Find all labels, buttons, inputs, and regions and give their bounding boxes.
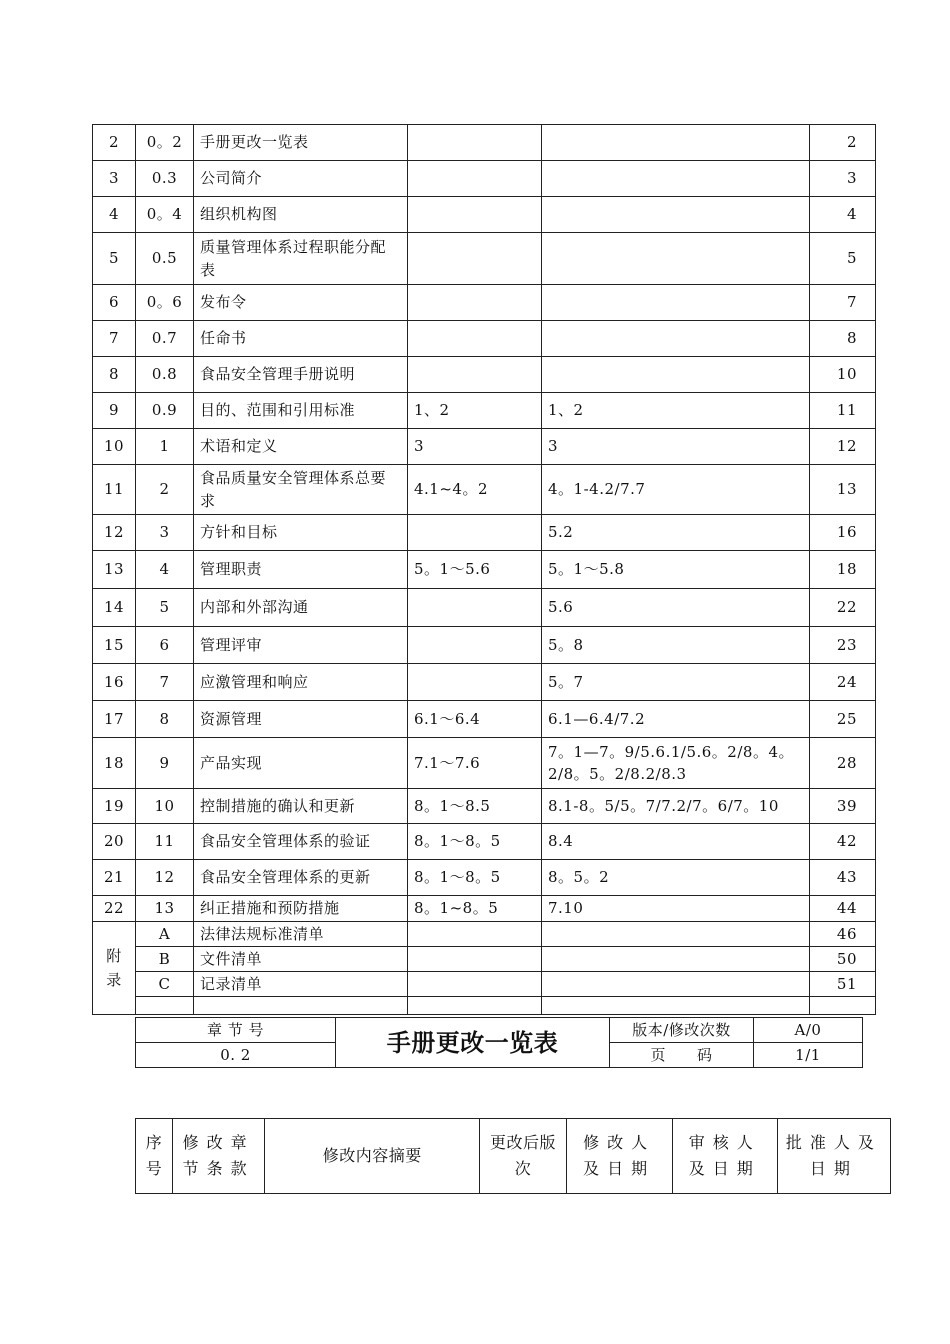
standard-clause-b: 7。1—7。9/5.6.1/5.6。2/8。4。2/8。5。2/8.2/8.3 xyxy=(542,738,810,789)
row-number: 2 xyxy=(93,125,136,161)
page-number: 28 xyxy=(810,738,876,789)
appendix-letter: A xyxy=(136,922,194,947)
standard-clause-a: 8。1~8。5 xyxy=(408,896,542,922)
section-title: 术语和定义 xyxy=(194,429,408,465)
standard-clause-b xyxy=(542,125,810,161)
version-value: A/0 xyxy=(754,1018,863,1043)
page-number: 13 xyxy=(810,465,876,515)
standard-clause-b: 7.10 xyxy=(542,896,810,922)
standard-clause-a xyxy=(408,664,542,701)
section-number: 1 xyxy=(136,429,194,465)
standard-clause-b: 5。8 xyxy=(542,627,810,664)
blank-cell xyxy=(408,997,542,1015)
section-title: 任命书 xyxy=(194,321,408,357)
appendix-title: 法律法规标准清单 xyxy=(194,922,408,947)
page-number: 39 xyxy=(810,789,876,824)
blank-cell xyxy=(136,997,194,1015)
page-number: 12 xyxy=(810,429,876,465)
standard-clause-b: 1、2 xyxy=(542,393,810,429)
appendix-empty-b xyxy=(542,947,810,972)
appendix-empty-a xyxy=(408,972,542,997)
row-number: 4 xyxy=(93,197,136,233)
blank-cell xyxy=(194,997,408,1015)
page-number: 22 xyxy=(810,589,876,627)
contents-row xyxy=(93,285,876,321)
section-number: 0.9 xyxy=(136,393,194,429)
standard-clause-b xyxy=(542,321,810,357)
standard-clause-a: 8。1～8。5 xyxy=(408,824,542,860)
section-number: 0.5 xyxy=(136,233,194,285)
revision-header-approver: 批准人及日期 xyxy=(777,1119,890,1194)
revision-header-summary: 修改内容摘要 xyxy=(265,1119,480,1194)
section-number: 0。4 xyxy=(136,197,194,233)
standard-clause-b: 8。5。2 xyxy=(542,860,810,896)
contents-row xyxy=(93,515,876,551)
row-number: 10 xyxy=(93,429,136,465)
page-number: 24 xyxy=(810,664,876,701)
revision-header-clause: 修改章节条款 xyxy=(173,1119,265,1194)
section-title: 控制措施的确认和更新 xyxy=(194,789,408,824)
standard-clause-b: 5.6 xyxy=(542,589,810,627)
standard-clause-b: 5。1～5.8 xyxy=(542,551,810,589)
row-number: 7 xyxy=(93,321,136,357)
page-number: 5 xyxy=(810,233,876,285)
row-number: 20 xyxy=(93,824,136,860)
standard-clause-b xyxy=(542,285,810,321)
appendix-label: 附录 xyxy=(93,922,136,1015)
section-title: 管理职责 xyxy=(194,551,408,589)
row-number: 9 xyxy=(93,393,136,429)
appendix-page: 51 xyxy=(810,972,876,997)
appendix-empty-b xyxy=(542,922,810,947)
page-number: 11 xyxy=(810,393,876,429)
standard-clause-a xyxy=(408,161,542,197)
section-number: 6 xyxy=(136,627,194,664)
revision-table xyxy=(135,1118,891,1194)
page-number: 2 xyxy=(810,125,876,161)
row-number: 13 xyxy=(93,551,136,589)
standard-clause-a xyxy=(408,627,542,664)
standard-clause-a xyxy=(408,197,542,233)
section-title: 组织机构图 xyxy=(194,197,408,233)
section-number: 0。6 xyxy=(136,285,194,321)
section-title: 内部和外部沟通 xyxy=(194,589,408,627)
appendix-page: 46 xyxy=(810,922,876,947)
page-number: 10 xyxy=(810,357,876,393)
page-number: 43 xyxy=(810,860,876,896)
standard-clause-a: 6.1～6.4 xyxy=(408,701,542,738)
section-number: 5 xyxy=(136,589,194,627)
section-title: 纠正措施和预防措施 xyxy=(194,896,408,922)
page-value: 1/1 xyxy=(754,1043,863,1068)
section-title: 食品质量安全管理体系总要求 xyxy=(194,465,408,515)
section-title: 产品实现 xyxy=(194,738,408,789)
section-title: 目的、范围和引用标准 xyxy=(194,393,408,429)
section-title: 食品安全管理手册说明 xyxy=(194,357,408,393)
contents-row xyxy=(93,789,876,824)
section-title: 方针和目标 xyxy=(194,515,408,551)
document-title: 手册更改一览表 xyxy=(336,1018,610,1068)
appendix-row xyxy=(93,947,876,972)
page-number: 42 xyxy=(810,824,876,860)
row-number: 12 xyxy=(93,515,136,551)
appendix-empty-a xyxy=(408,947,542,972)
page-number: 4 xyxy=(810,197,876,233)
contents-row xyxy=(93,701,876,738)
page-label: 页 码 xyxy=(610,1043,754,1068)
revision-header-modifier: 修改人及日期 xyxy=(566,1119,672,1194)
section-title: 发布令 xyxy=(194,285,408,321)
standard-clause-b: 5。7 xyxy=(542,664,810,701)
standard-clause-a xyxy=(408,357,542,393)
contents-row xyxy=(93,465,876,515)
section-title: 应激管理和响应 xyxy=(194,664,408,701)
row-number: 19 xyxy=(93,789,136,824)
contents-row xyxy=(93,738,876,789)
version-label: 版本/修改次数 xyxy=(610,1018,754,1043)
section-title: 食品安全管理体系的验证 xyxy=(194,824,408,860)
section-title: 食品安全管理体系的更新 xyxy=(194,860,408,896)
appendix-empty-b xyxy=(542,972,810,997)
blank-cell xyxy=(542,997,810,1015)
contents-row xyxy=(93,896,876,922)
standard-clause-a: 5。1～5.6 xyxy=(408,551,542,589)
contents-row xyxy=(93,233,876,285)
standard-clause-b: 8.1-8。5/5。7/7.2/7。6/7。10 xyxy=(542,789,810,824)
section-title: 公司简介 xyxy=(194,161,408,197)
standard-clause-a: 3 xyxy=(408,429,542,465)
row-number: 5 xyxy=(93,233,136,285)
row-number: 14 xyxy=(93,589,136,627)
row-number: 6 xyxy=(93,285,136,321)
blank-cell xyxy=(810,997,876,1015)
standard-clause-a: 8。1～8。5 xyxy=(408,860,542,896)
standard-clause-b xyxy=(542,197,810,233)
row-number: 11 xyxy=(93,465,136,515)
standard-clause-b xyxy=(542,233,810,285)
chapter-label: 章 节 号 xyxy=(136,1018,336,1043)
section-title: 资源管理 xyxy=(194,701,408,738)
appendix-letter: B xyxy=(136,947,194,972)
section-number: 11 xyxy=(136,824,194,860)
standard-clause-a xyxy=(408,125,542,161)
row-number: 17 xyxy=(93,701,136,738)
page-number: 23 xyxy=(810,627,876,664)
appendix-page: 50 xyxy=(810,947,876,972)
appendix-letter: C xyxy=(136,972,194,997)
section-title: 管理评审 xyxy=(194,627,408,664)
page-number: 8 xyxy=(810,321,876,357)
row-number: 21 xyxy=(93,860,136,896)
section-number: 8 xyxy=(136,701,194,738)
revision-header-no: 序号 xyxy=(136,1119,173,1194)
page-number: 3 xyxy=(810,161,876,197)
contents-row xyxy=(93,393,876,429)
contents-row xyxy=(93,627,876,664)
contents-row xyxy=(93,197,876,233)
contents-row xyxy=(93,357,876,393)
page-number: 25 xyxy=(810,701,876,738)
revision-header-version: 更改后版次 xyxy=(480,1119,566,1194)
row-number: 18 xyxy=(93,738,136,789)
section-number: 0.3 xyxy=(136,161,194,197)
contents-row xyxy=(93,664,876,701)
section-number: 0.7 xyxy=(136,321,194,357)
standard-clause-a: 8。1～8.5 xyxy=(408,789,542,824)
standard-clause-b xyxy=(542,161,810,197)
section-title: 质量管理体系过程职能分配表 xyxy=(194,233,408,285)
appendix-title: 记录清单 xyxy=(194,972,408,997)
page-number: 16 xyxy=(810,515,876,551)
standard-clause-b: 6.1—6.4/7.2 xyxy=(542,701,810,738)
standard-clause-a: 7.1～7.6 xyxy=(408,738,542,789)
section-number: 0.8 xyxy=(136,357,194,393)
section-number: 2 xyxy=(136,465,194,515)
contents-row xyxy=(93,161,876,197)
contents-table-body xyxy=(93,125,876,1015)
standard-clause-a xyxy=(408,233,542,285)
standard-clause-a xyxy=(408,321,542,357)
contents-row xyxy=(93,551,876,589)
section-number: 13 xyxy=(136,896,194,922)
page-number: 44 xyxy=(810,896,876,922)
section-number: 12 xyxy=(136,860,194,896)
section-number: 7 xyxy=(136,664,194,701)
appendix-row xyxy=(93,972,876,997)
section-number: 9 xyxy=(136,738,194,789)
contents-row xyxy=(93,429,876,465)
section-number: 3 xyxy=(136,515,194,551)
contents-row xyxy=(93,321,876,357)
blank-row xyxy=(93,997,876,1015)
contents-table xyxy=(92,124,876,1015)
standard-clause-b: 8.4 xyxy=(542,824,810,860)
row-number: 8 xyxy=(93,357,136,393)
standard-clause-b: 4。1-4.2/7.7 xyxy=(542,465,810,515)
contents-row xyxy=(93,860,876,896)
standard-clause-a xyxy=(408,589,542,627)
standard-clause-b: 5.2 xyxy=(542,515,810,551)
section-number: 0。2 xyxy=(136,125,194,161)
section-title: 手册更改一览表 xyxy=(194,125,408,161)
row-number: 22 xyxy=(93,896,136,922)
standard-clause-a: 1、2 xyxy=(408,393,542,429)
contents-row xyxy=(93,589,876,627)
section-number: 4 xyxy=(136,551,194,589)
standard-clause-a xyxy=(408,515,542,551)
standard-clause-b xyxy=(542,357,810,393)
standard-clause-a xyxy=(408,285,542,321)
standard-clause-b: 3 xyxy=(542,429,810,465)
appendix-title: 文件清单 xyxy=(194,947,408,972)
document-header-block xyxy=(135,1017,863,1068)
appendix-empty-a xyxy=(408,922,542,947)
chapter-value: 0. 2 xyxy=(136,1043,336,1068)
contents-row xyxy=(93,125,876,161)
section-number: 10 xyxy=(136,789,194,824)
standard-clause-a: 4.1~4。2 xyxy=(408,465,542,515)
revision-header-reviewer: 审核人及日期 xyxy=(672,1119,777,1194)
row-number: 15 xyxy=(93,627,136,664)
row-number: 3 xyxy=(93,161,136,197)
page-number: 18 xyxy=(810,551,876,589)
row-number: 16 xyxy=(93,664,136,701)
contents-row xyxy=(93,824,876,860)
page-number: 7 xyxy=(810,285,876,321)
appendix-row xyxy=(93,922,876,947)
